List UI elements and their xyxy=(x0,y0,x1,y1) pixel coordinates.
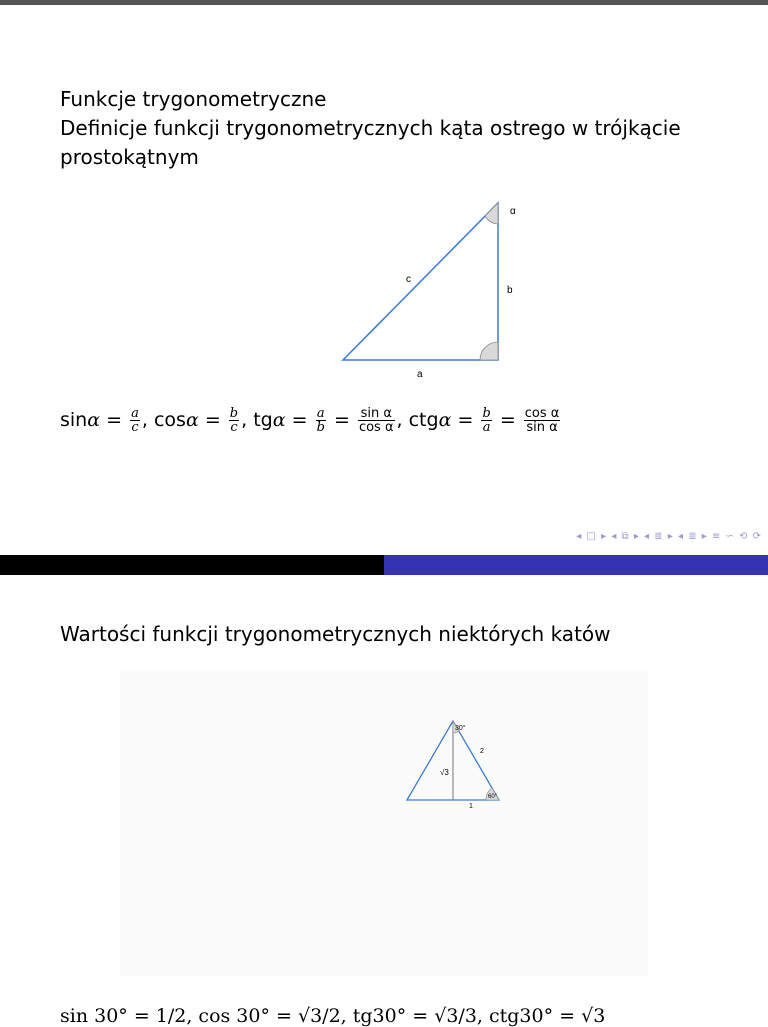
values-formula: sin 30° = 1/2, cos 30° = √3/2, tg30° = √3/3, ctg30° = √3 xyxy=(60,1005,606,1027)
title-line-1: Funkcje trygonometryczne xyxy=(60,87,327,111)
equals: = xyxy=(106,409,123,431)
fraction-a-over-b: $\frac{a}{b}$ xyxy=(316,406,325,435)
equals: = xyxy=(499,409,516,431)
equilateral-triangle-figure xyxy=(395,715,515,815)
footer-bar xyxy=(0,555,768,575)
fn-sin: sin xyxy=(60,409,88,431)
beamer-navigation-icons[interactable]: ◂ □ ▸ ◂ ⧉ ▸ ◂ ≣ ▸ ◂ ≣ ▸ ≡ ∽ ⟲ ⟳ xyxy=(576,531,762,542)
height-label: √3 xyxy=(440,768,449,777)
half-base-label: 1 xyxy=(469,803,473,810)
right-angle-mark xyxy=(480,342,498,360)
sym-alpha: α xyxy=(87,409,101,431)
triangle-outline xyxy=(343,203,498,360)
definitions-formula xyxy=(60,407,562,434)
angle-60-label: 60° xyxy=(488,794,498,800)
side-b-label: b xyxy=(507,285,513,296)
footer-bar-right xyxy=(384,555,768,575)
alpha-label: α xyxy=(510,206,516,217)
slide-title xyxy=(60,85,681,172)
slide-1 xyxy=(0,5,768,555)
equals: = xyxy=(204,409,221,431)
fn-tg: tg xyxy=(253,409,273,431)
sym-alpha: α xyxy=(185,409,199,431)
fraction-b-over-a: $\frac{b}{a}$ xyxy=(482,406,491,435)
fraction-b-over-c: $\frac{b}{c}$ xyxy=(229,406,239,435)
comma: , xyxy=(396,409,403,431)
sym-alpha: α xyxy=(438,409,452,431)
title-line-2: Definicje funkcji trygonometrycznych kąta ostrego w trójkącie xyxy=(60,116,681,140)
slide-2-title: Wartości funkcji trygonometrycznych niektórych katów xyxy=(60,622,611,646)
fraction-cos-over-sin: $\frac{\text{cos α}}{\text{sin α}}$ xyxy=(524,406,560,435)
hypotenuse-label: c xyxy=(406,274,411,285)
fn-ctg: ctg xyxy=(408,409,439,431)
equals: = xyxy=(291,409,308,431)
side-a-label: a xyxy=(417,369,423,380)
hypotenuse-label: 2 xyxy=(480,748,484,755)
equals: = xyxy=(333,409,350,431)
title-line-3: prostokątnym xyxy=(60,145,199,169)
angle-30-label: 30° xyxy=(455,725,466,732)
fraction-sin-over-cos: $\frac{\text{sin α}}{\text{cos α}}$ xyxy=(358,406,394,435)
right-triangle-figure xyxy=(230,190,550,380)
sym-alpha: α xyxy=(272,409,286,431)
equals: = xyxy=(457,409,474,431)
angle-alpha-mark xyxy=(485,203,498,224)
fn-cos: cos xyxy=(153,409,186,431)
fraction-a-over-c: $\frac{a}{c}$ xyxy=(131,406,139,435)
slide-2 xyxy=(0,575,768,1027)
figure-panel xyxy=(120,670,648,976)
comma: , xyxy=(241,409,248,431)
footer-bar-left xyxy=(0,555,384,575)
comma: , xyxy=(141,409,148,431)
